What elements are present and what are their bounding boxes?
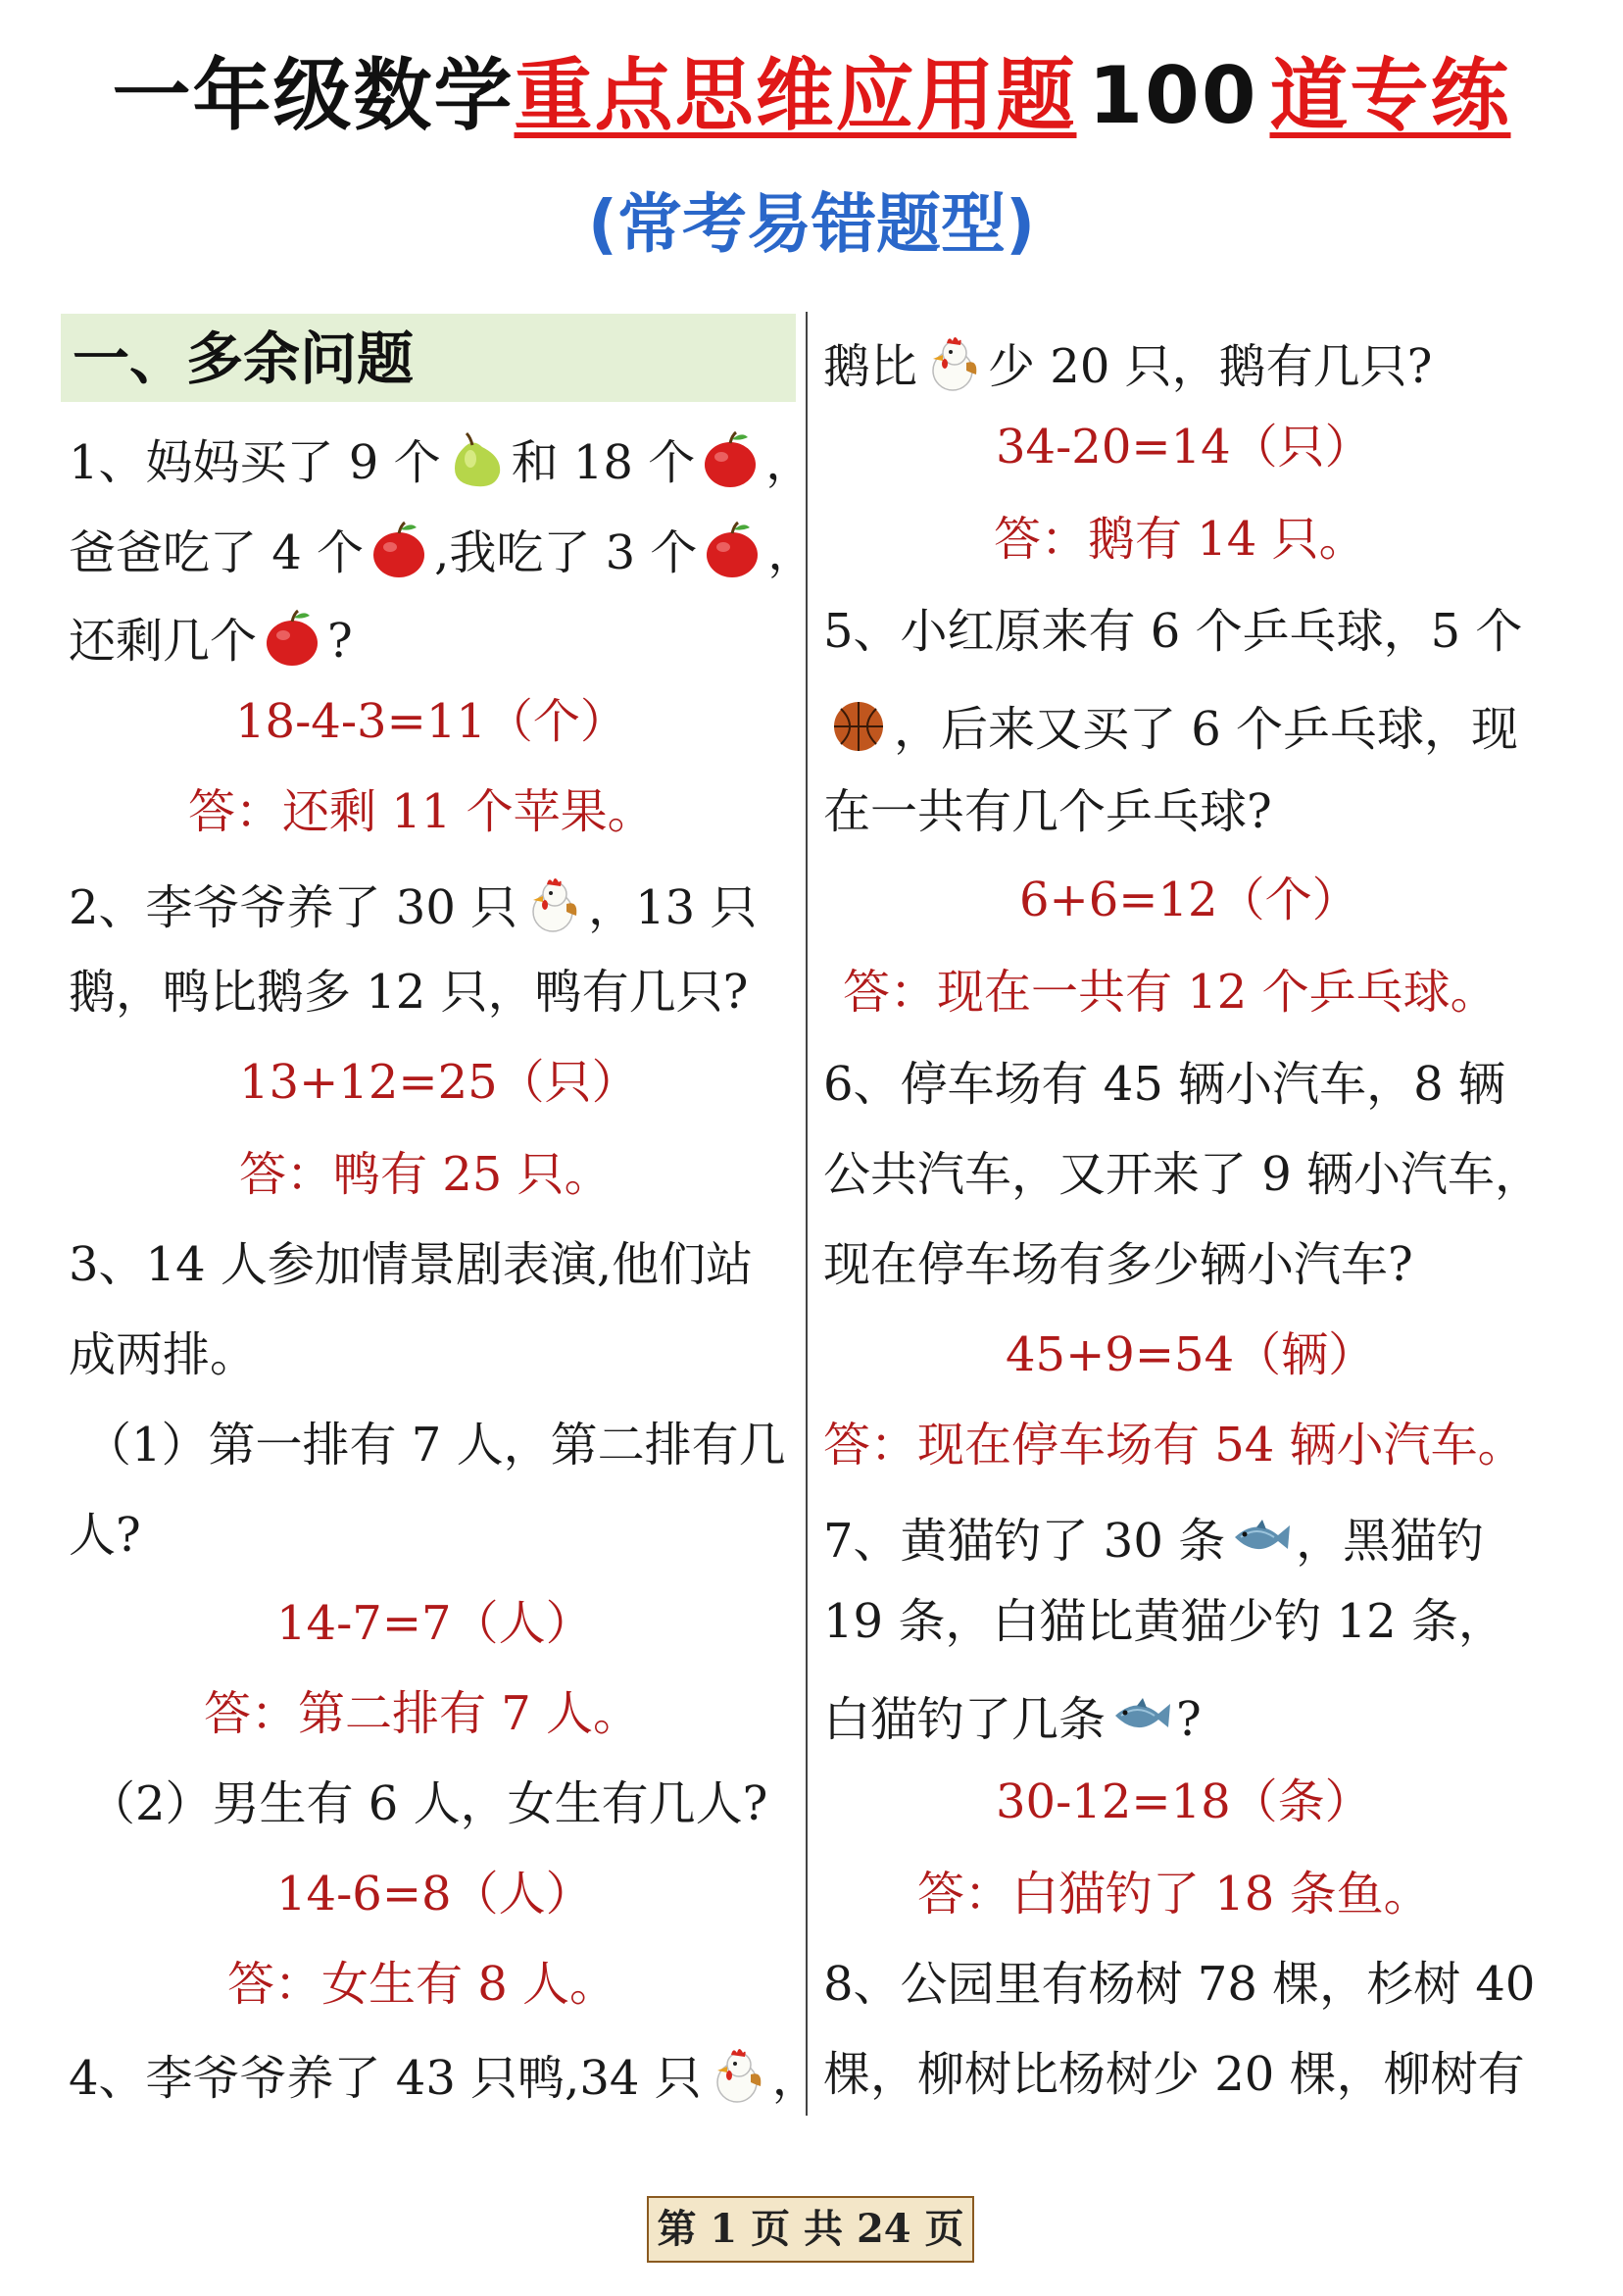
apple-icon	[697, 429, 763, 490]
q3-part2-equation: 14-6=8（人）	[276, 1867, 593, 1922]
q6-line-3: 现在停车场有多少辆小汽车?	[823, 1237, 1413, 1292]
title-number: 100	[1088, 50, 1258, 141]
title-part-red-2: 道专练	[1269, 50, 1511, 141]
fish-icon	[1227, 1508, 1294, 1569]
q4-answer: 答：鹅有 14 只。	[994, 512, 1366, 567]
q1-text-1b: 和 18 个	[511, 435, 696, 490]
q7-line-1	[823, 1508, 1484, 1571]
page-subtitle: (常考易错题型)	[587, 186, 1036, 262]
q4-text-2b: 少 20 只，鹅有几只?	[988, 339, 1433, 394]
q3-part1-answer: 答：第二排有 7 人。	[204, 1686, 641, 1741]
chicken-icon	[704, 2045, 770, 2106]
title-part-black: 一年级数学	[112, 50, 515, 141]
q8-line-2: 棵，柳树比杨树少 20 棵，柳树有	[823, 2047, 1525, 2102]
q6-equation: 45+9=54（辆）	[1006, 1327, 1376, 1382]
q5-equation: 6+6=12（个）	[1019, 873, 1359, 927]
q2-line-2: 鹅，鸭比鹅多 12 只，鸭有几只?	[69, 965, 749, 1020]
q8-line-1: 8、公园里有杨树 78 棵，杉树 40	[823, 1957, 1536, 2012]
apple-icon	[366, 520, 432, 580]
q4-equation: 34-20=14（只）	[996, 420, 1372, 474]
q1-text-1a: 1、妈妈买了 9 个	[69, 435, 441, 490]
apple-icon	[259, 608, 325, 669]
q7-equation: 30-12=18（条）	[996, 1774, 1372, 1829]
q2-answer: 答：鸭有 25 只。	[239, 1147, 612, 1202]
q6-answer: 答：现在停车场有 54 辆小汽车。	[823, 1418, 1525, 1472]
apple-icon	[699, 520, 765, 580]
q1-text-1c: ，	[765, 435, 813, 490]
q5-line-1: 5、小红原来有 6 个乒乓球，5 个	[823, 604, 1523, 659]
q3-part1-line-2: 人?	[69, 1508, 141, 1563]
q3-line-2: 成两排。	[69, 1327, 258, 1382]
page-title	[0, 50, 1623, 141]
basketball-icon	[825, 696, 892, 757]
q2-text-1b: ，13 只	[588, 880, 758, 935]
fish-icon	[1107, 1686, 1174, 1747]
q3-line-1: 3、14 人参加情景剧表演,他们站	[69, 1237, 754, 1292]
q3-part2-answer: 答：女生有 8 人。	[227, 1957, 617, 2012]
q1-equation: 18-4-3=11（个）	[235, 694, 627, 749]
q7-line-2: 19 条，白猫比黄猫少钓 12 条，	[823, 1594, 1505, 1649]
column-divider	[806, 312, 808, 2116]
q7-text-1b: ，黑猫钓	[1296, 1514, 1485, 1569]
q4-text-2a: 鹅比	[823, 339, 918, 394]
q1-line-2	[69, 520, 814, 582]
q1-text-3b: ?	[327, 614, 353, 669]
q2-equation: 13+12=25（只）	[239, 1055, 639, 1110]
q4-line-1	[69, 2045, 819, 2108]
chicken-icon	[519, 874, 586, 935]
q7-text-1a: 7、黄猫钓了 30 条	[823, 1514, 1226, 1569]
q5-text-2b: ，后来又买了 6 个乒乓球，现	[894, 702, 1519, 757]
q4-text-1a: 4、李爷爷养了 43 只鸭,34 只	[69, 2051, 702, 2106]
q7-text-3b: ?	[1176, 1692, 1202, 1747]
q1-text-2a: 爸爸吃了 4 个	[69, 525, 365, 580]
q2-text-1a: 2、李爷爷养了 30 只	[69, 880, 518, 935]
q2-line-1	[69, 874, 757, 937]
section-title: 一、多余问题	[73, 325, 415, 392]
pear-icon	[443, 429, 510, 490]
page-number-badge: 第 1 页 共 24 页	[647, 2196, 974, 2263]
q5-answer: 答：现在一共有 12 个乒乓球。	[843, 965, 1498, 1020]
q4-text-1b: ，	[771, 2051, 819, 2106]
q1-answer: 答：还剩 11 个苹果。	[188, 784, 655, 839]
q7-answer: 答：白猫钓了 18 条鱼。	[917, 1867, 1431, 1922]
q7-text-3a: 白猫钓了几条	[823, 1692, 1107, 1747]
q1-text-2b: ,我吃了 3 个	[434, 525, 698, 580]
q3-part1-line-1: （1）第一排有 7 人，第二排有几	[84, 1418, 786, 1472]
title-part-red: 重点思维应用题	[514, 50, 1077, 141]
chicken-icon	[919, 333, 986, 394]
q6-line-2: 公共汽车，又开来了 9 辆小汽车，	[823, 1147, 1543, 1202]
q1-line-1	[69, 429, 812, 492]
q1-line-3	[69, 608, 353, 671]
q3-part1-equation: 14-7=7（人）	[276, 1596, 593, 1651]
q6-line-1: 6、停车场有 45 辆小汽车，8 辆	[823, 1057, 1505, 1112]
q5-line-3: 在一共有几个乒乓球?	[823, 784, 1272, 839]
q7-line-3	[823, 1686, 1202, 1749]
q5-line-2	[823, 696, 1518, 759]
q3-part2-line: （2）男生有 6 人，女生有几人?	[88, 1776, 768, 1831]
q1-text-2c: ，	[767, 525, 815, 580]
q4-line-2	[823, 333, 1432, 396]
q1-text-3a: 还剩几个	[69, 614, 258, 669]
